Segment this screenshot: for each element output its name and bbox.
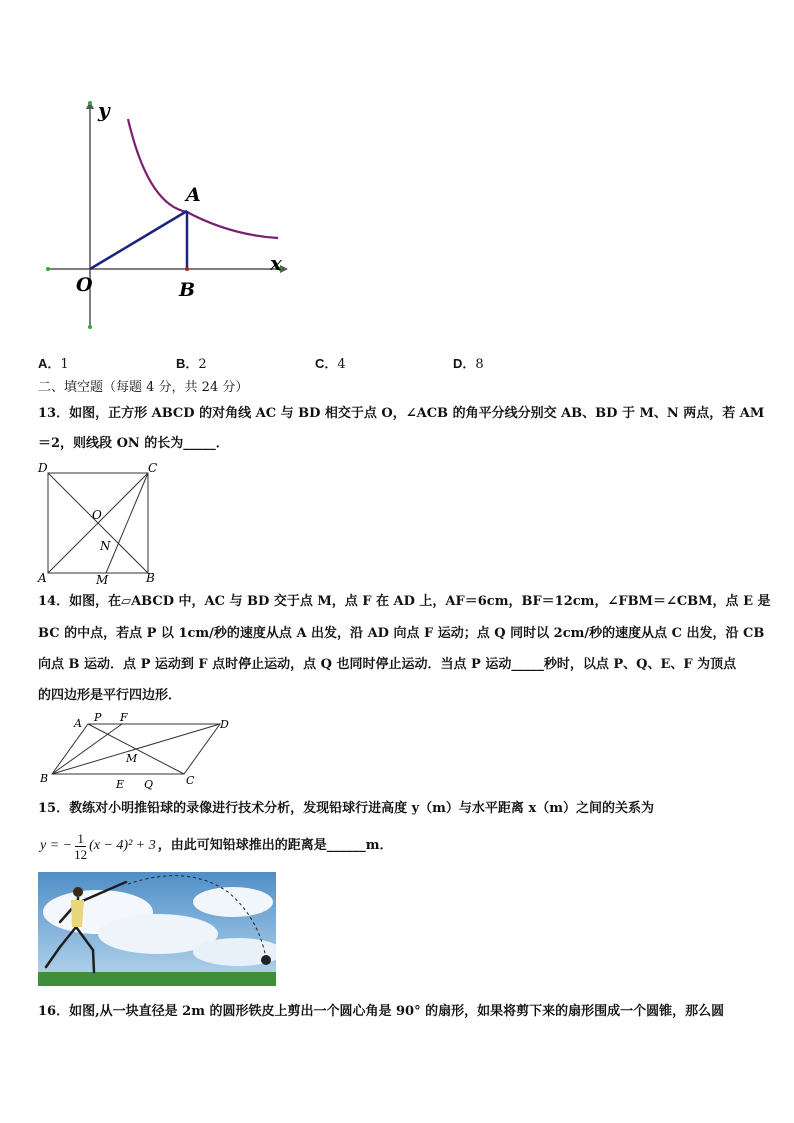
x-axis-label: x (270, 251, 282, 275)
option-c[interactable]: C．4 (315, 356, 346, 372)
label-a: A (38, 571, 47, 585)
axis-dot (46, 267, 50, 271)
axis-dot (88, 101, 92, 105)
formula-fraction (74, 831, 87, 862)
origin-label: O (76, 274, 93, 296)
label-b: B (40, 772, 49, 785)
q15-formula (40, 826, 393, 866)
label-m: M (126, 752, 138, 765)
shot-ball (261, 955, 271, 965)
hyperbola-graph (40, 95, 300, 335)
square-figure (36, 458, 166, 588)
label-m: M (96, 573, 109, 587)
formula-y: y = − (40, 838, 73, 853)
label-c: C (186, 774, 195, 787)
label-b: B (146, 571, 155, 585)
q14-line2: BC 的中点，若点 P 以 1cm/秒的速度从点 A 出发，沿 AD 向点 F 运动；点 Q 同时以 2cm/秒的速度从点 C 出发，沿 CB (38, 626, 765, 641)
label-p: P (94, 711, 102, 724)
option-a[interactable]: A．1 (38, 356, 69, 372)
point-b-dot (185, 267, 189, 271)
label-q: Q (144, 778, 154, 791)
y-axis-label: y (98, 98, 110, 122)
cloud-shape (193, 887, 273, 917)
bisector-cm (106, 473, 148, 573)
option-b[interactable]: B．2 (176, 356, 207, 372)
athlete-shirt (71, 900, 84, 927)
label-f: F (120, 711, 128, 724)
label-e: E (116, 778, 125, 791)
option-d[interactable]: D．8 (453, 356, 484, 372)
q14-line1: 14．如图，在▱ABCD 中，AC 与 BD 交于点 M，点 F 在 AD 上，AF＝6cm，BF＝12cm，∠FBM＝∠CBM，点 E 是 (38, 594, 771, 609)
label-o: O (92, 508, 102, 522)
q14-line4: 的四边形是平行四边形． (38, 688, 182, 703)
formula-rest: (x − 4)² + 3 (89, 838, 156, 853)
point-a-label: A (186, 184, 201, 206)
label-c: C (148, 461, 158, 475)
segment-oa (90, 211, 187, 269)
q15-line2: ，由此可知铅球推出的距离是______m． (157, 838, 393, 853)
fraction-denominator: 12 (74, 846, 88, 862)
label-n: N (100, 539, 111, 553)
q14-line3: 向点 B 运动．点 P 运动到 F 点时停止运动，点 Q 也同时停止运动．当点 P 运动_____秒时，以点 P、Q、E、F 为顶点 (38, 657, 737, 672)
label-d: D (220, 718, 229, 731)
q16-line1: 16．如图,从一块直径是 2m 的圆形铁皮上剪出一个圆心角是 90° 的扇形，如果将剪下来的扇形围成一个圆锥，那么圆 (38, 1004, 725, 1019)
segment-bf (52, 724, 122, 774)
hyperbola-curve (128, 119, 278, 238)
diagonal-bd (52, 724, 220, 774)
q15-line1: 15．教练对小明推铅球的录像进行技术分析，发现铅球行进高度 y（m）与水平距离 x（m）之间的关系为 (38, 801, 654, 816)
shot-put-illustration (38, 872, 276, 986)
ground (38, 972, 276, 986)
label-d: D (38, 461, 48, 475)
section-title: 二、填空题（每题 4 分，共 24 分） (38, 380, 249, 395)
point-b-label: B (179, 279, 196, 301)
q13-line2: ＝2，则线段 ON 的长为_____． (38, 436, 229, 451)
label-a: A (74, 717, 82, 730)
axis-dot (88, 325, 92, 329)
parallelogram-figure (36, 710, 236, 792)
fraction-numerator: 1 (77, 830, 84, 846)
q13-line1: 13．如图，正方形 ABCD 的对角线 AC 与 BD 相交于点 O，∠ACB 的角平分线分别交 AB、BD 于 M、N 两点，若 AM (38, 406, 765, 421)
